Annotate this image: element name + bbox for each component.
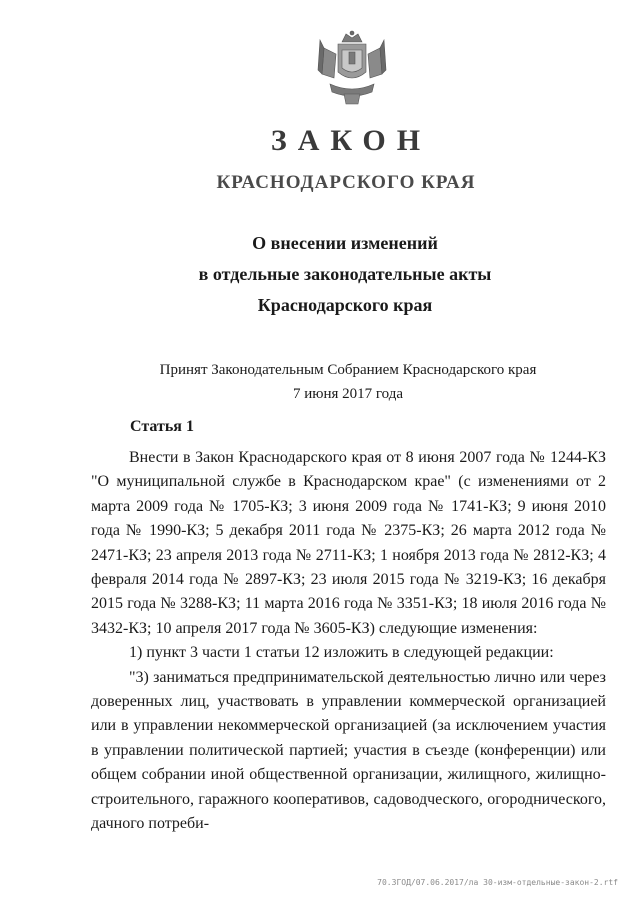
- subject-line-1: О внесении изменений: [252, 233, 438, 253]
- adoption-note: [0, 358, 640, 406]
- region-title: КРАСНОДАРСКОГО КРАЯ: [216, 172, 476, 193]
- article-paragraph: "3) заниматься предпринимательской деятельностью лично или через доверенных лиц, участвовать в управлении коммерческой организацией или в управлении некоммерческой организацией (за исключением участия в управлении политической партией; участия в съезде (конференции) или общем собрании иной общественной организации, жилищного, жилищно-строительного, гаражного кооперативов, садоводческого, огороднического, дачного потреби-: [91, 668, 606, 833]
- article-body: [91, 446, 606, 837]
- article-paragraph: Внести в Закон Краснодарского края от 8 июня 2007 года № 1244-КЗ "О муниципальной службе в Краснодарском крае" (с изменениями от 2 марта 2009 года № 1705-КЗ; 3 июня 2009 года № 1741-КЗ; 9 июня 2010 года № 1990-КЗ; 5 декабря 2011 года № 2375-КЗ; 26 марта 2012 года № 2471-КЗ; 23 апреля 2013 года № 2711-КЗ; 1 ноября 2013 года № 2812-КЗ; 4 февраля 2014 года № 2897-КЗ; 23 июля 2015 года № 3219-КЗ; 16 декабря 2015 года № 3288-КЗ; 11 марта 2016 года № 3351-КЗ; 18 июля 2016 года № 3432-КЗ; 10 апреля 2017 года № 3605-КЗ) следующие изменения:: [91, 449, 606, 637]
- article-heading: Статья 1: [130, 418, 194, 435]
- law-subject: [0, 228, 640, 321]
- document-type-title: ЗАКОН: [270, 124, 432, 157]
- krasnodar-coat-of-arms-icon: [316, 28, 388, 106]
- adoption-date: 7 июня 2017 года: [292, 386, 404, 402]
- subject-line-2: в отдельные законодательные акты: [198, 264, 492, 284]
- file-reference: 70.3ГОД/07.06.2017/ла 30-изм-отдельные-закон-2.rtf: [377, 878, 618, 887]
- adoption-body: Принят Законодательным Собранием Краснодарского края: [159, 362, 537, 378]
- subject-line-3: Краснодарского края: [257, 295, 433, 315]
- article-paragraph: 1) пункт 3 части 1 статьи 12 изложить в следующей редакции:: [129, 644, 554, 662]
